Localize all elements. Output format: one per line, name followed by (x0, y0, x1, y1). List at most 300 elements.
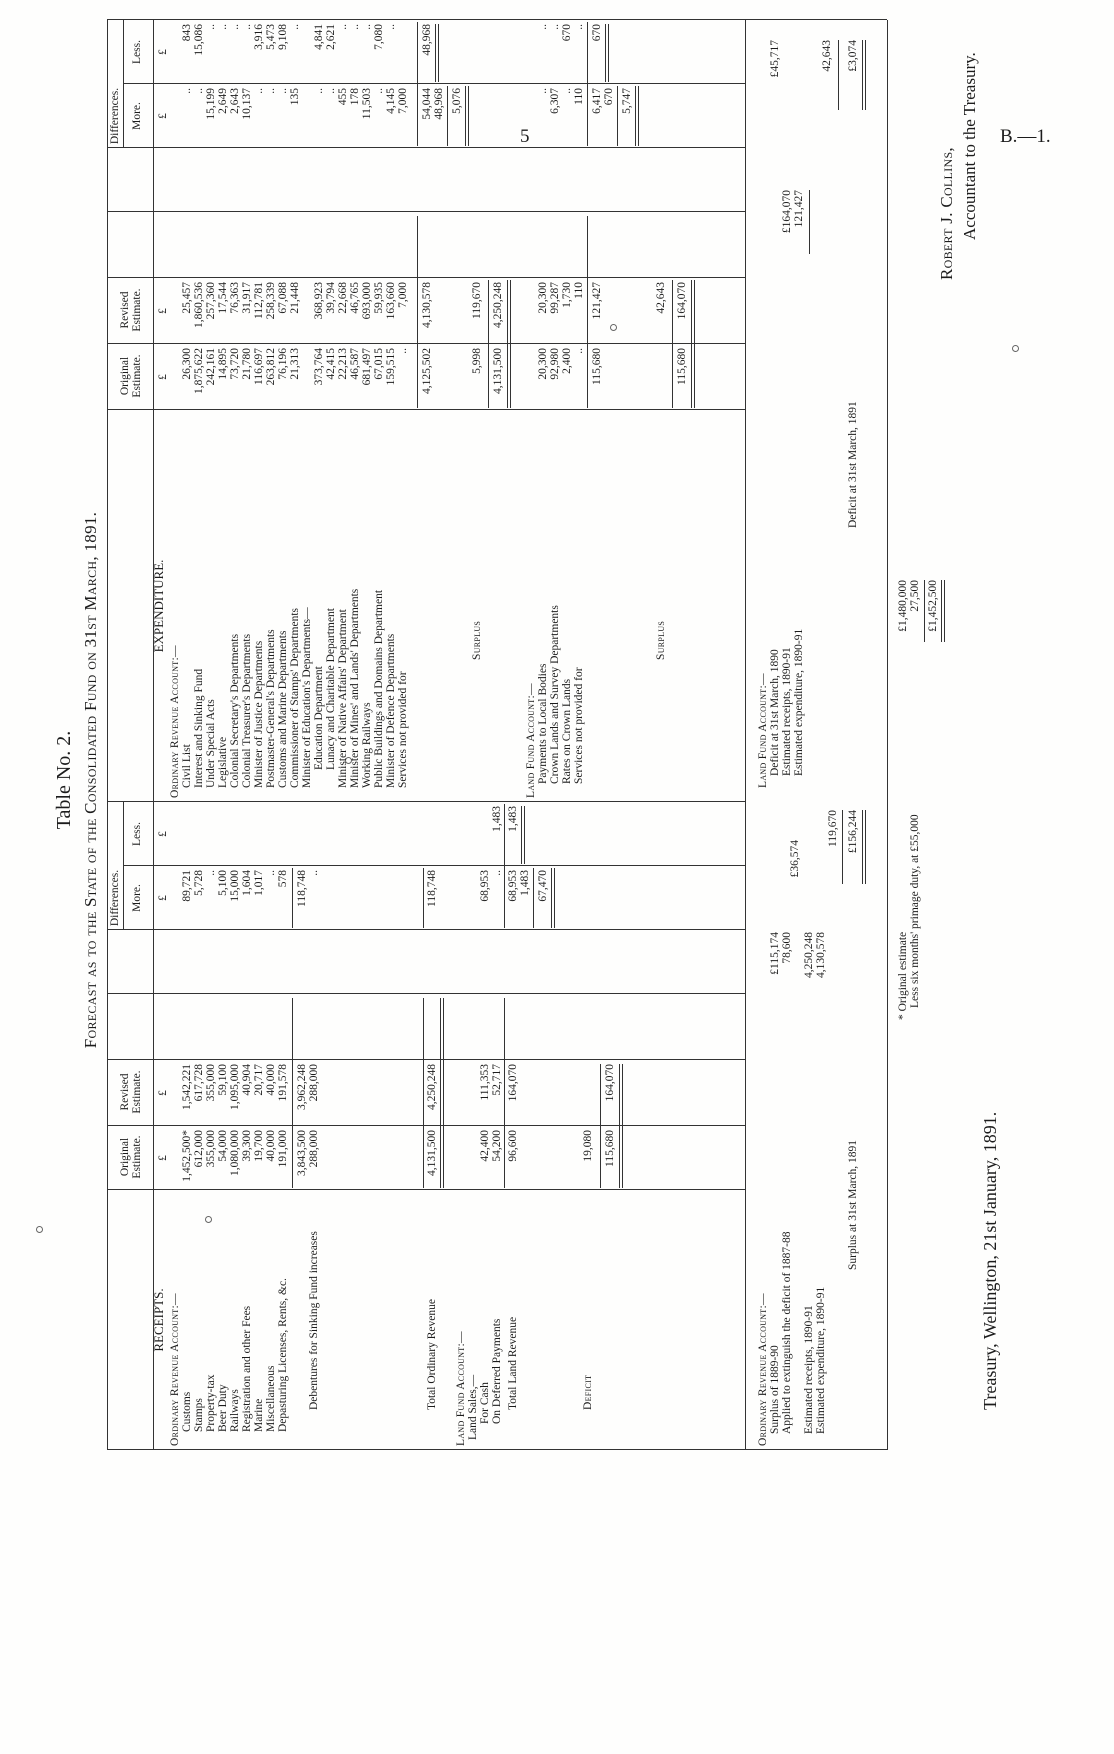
rec-row-orig: 612,000 (193, 1130, 205, 1168)
header-less-left: Less. (131, 822, 143, 846)
rec-total-land-more: 68,953 (507, 870, 519, 902)
rec-row-label: Railways (229, 1389, 241, 1432)
double-rule (551, 868, 555, 928)
col-rule (107, 993, 745, 994)
rec-row-rev: 20,717 (253, 1064, 265, 1096)
exp-row-orig: 159,515 (385, 348, 397, 386)
header-revised-right: Revised Estimate. (119, 288, 143, 332)
sum-right-v2b: £45,717 (769, 40, 781, 78)
sum-right-l1: Deficit at 31st March, 1890 (769, 649, 781, 776)
exp-row-label: Education Department (313, 666, 325, 770)
header-less-right: Less. (131, 40, 143, 64)
rec-total-land-rev: 164,070 (507, 1064, 519, 1102)
exp-row-rev: 1,860,536 (193, 282, 205, 328)
rec-row-rev: 59,100 (217, 1064, 229, 1096)
rec-total-ordinary-label: Total Ordinary Revenue (426, 1299, 438, 1410)
rec-row-rev: 40,904 (241, 1064, 253, 1096)
exp-row-orig: 42,415 (325, 348, 337, 380)
rec-row-orig: 39,300 (241, 1130, 253, 1162)
col-rule (107, 343, 745, 344)
exp-row-more: 15,199 (205, 88, 217, 120)
rec-row-label: Registration and other Fees (241, 1305, 253, 1432)
exp-subtotal-less: 48,968 (421, 24, 433, 56)
rec-row-more: 1,017 (253, 870, 265, 896)
rule (533, 868, 534, 928)
exp-row-label: Colonial Secretary's Departments (229, 633, 241, 788)
rec-net-row-more: 1,483 (519, 870, 531, 896)
exp-lfa-orig: 20,300 (537, 348, 549, 380)
sum-right-final-label: Deficit at 31st March, 1891 (847, 401, 859, 528)
exp-row-more: .. (325, 88, 337, 94)
frame-bottom (887, 20, 888, 1450)
sum-left-l1: Surplus of 1889-90 (769, 1345, 781, 1434)
exp-lfa-less: .. (537, 24, 549, 30)
rec-final-rev: 164,070 (604, 1064, 616, 1102)
sum-left-v3: 4,250,248 (803, 932, 815, 978)
exp-row-orig: 116,697 (253, 348, 265, 385)
footnote-v1: £1,480,000 (897, 580, 909, 632)
exp-lfa-total-less: 670 (591, 24, 603, 42)
header-more-right: More. (131, 102, 143, 130)
rule (504, 998, 505, 1188)
rec-net-diff: 67,470 (537, 870, 549, 902)
exp-row-orig: 76,196 (277, 348, 289, 380)
exp-lfa-less: .. (549, 24, 561, 30)
unit-label: £ (157, 1155, 169, 1161)
receipts-heading: RECEIPTS. (151, 1288, 166, 1352)
exp-lfa-rev: 20,300 (537, 282, 549, 314)
exp-row-less: .. (229, 24, 241, 30)
rec-debentures-orig: 288,000 (308, 1130, 320, 1168)
col-rule (107, 929, 745, 930)
exp-row-more: .. (253, 88, 265, 94)
exp-row-more: 10,137 (241, 88, 253, 120)
exp-subtotal-rev: 4,130,578 (421, 282, 433, 328)
double-rule (605, 24, 609, 82)
exp-row-orig: .. (397, 348, 409, 354)
exp-row-less: .. (241, 24, 253, 30)
rule (423, 868, 424, 928)
rec-row-more: 15,000 (229, 870, 241, 902)
double-rule (941, 580, 945, 642)
exp-row-label: Legislative (217, 736, 229, 788)
document-reference: B.—1. (1000, 126, 1051, 147)
exp-ora-heading: Ordinary Revenue Account:— (169, 645, 181, 798)
sum-left-v2: 78,600 (781, 932, 793, 964)
exp-row-more: 7,000 (397, 88, 409, 114)
exp-row-rev: 31,917 (241, 282, 253, 314)
rec-lfa-more: .. (491, 870, 503, 876)
rule (617, 86, 618, 146)
exp-row-less: 5,473 (265, 24, 277, 50)
header-original-left: Original Estimate. (119, 1135, 143, 1179)
rec-lfa-orig: 42,400 (479, 1130, 491, 1162)
exp-lfa-final-orig: 115,680 (676, 348, 688, 385)
rec-total-land-label: Total Land Revenue (507, 1316, 519, 1410)
exp-lfa-rev: 110 (573, 282, 585, 299)
rule (600, 1064, 601, 1188)
exp-row-orig: 73,720 (229, 348, 241, 380)
footnote-v2: 27,500 (909, 580, 921, 612)
exp-row-more: .. (373, 88, 385, 94)
sum-right-v2: 121,427 (793, 190, 805, 228)
frame-right (107, 19, 887, 20)
exp-row-more: 4,145 (385, 88, 397, 114)
exp-row-label: Working Railways (361, 702, 373, 788)
expenditure-heading: EXPENDITURE. (151, 559, 166, 653)
header-differences-right: Differences. (109, 87, 121, 145)
rec-row-rev: 1,542,221 (181, 1064, 193, 1110)
exp-total-rev: 4,250,248 (492, 282, 504, 328)
double-rule (440, 998, 444, 1188)
col-rule (107, 801, 745, 802)
unit-label: £ (157, 308, 169, 314)
rec-lfa-rev: 52,717 (491, 1064, 503, 1096)
exp-row-rev: 17,544 (217, 282, 229, 314)
rule (842, 810, 843, 884)
exp-row-rev: 693,000 (361, 282, 373, 320)
diff-rule-right (123, 20, 124, 148)
exp-row-label: Lunacy and Charitable Department (325, 608, 337, 770)
unit-label: £ (157, 374, 169, 380)
sum-left-v5: £156,244 (847, 810, 859, 854)
exp-surplus-label: Surplus (471, 620, 483, 660)
exp-row-label: Interest and Sinking Fund (193, 668, 205, 788)
double-rule (521, 806, 525, 864)
exp-lfa-rev: 1,730 (561, 282, 573, 308)
header-differences-left: Differences. (109, 869, 121, 927)
rec-row-orig: 1,452,500* (181, 1130, 193, 1182)
exp-row-orig: 373,764 (313, 348, 325, 386)
summary-rule (745, 20, 746, 1450)
col-rule (107, 147, 745, 148)
double-rule (619, 1064, 623, 1188)
exp-row-more: 11,503 (361, 88, 373, 120)
rec-row-label: Property-tax (205, 1374, 217, 1432)
exp-row-rev: 25,457 (181, 282, 193, 314)
rec-total-land-orig: 96,600 (507, 1130, 519, 1162)
col-rule (107, 1189, 745, 1190)
sum-left-v4: 4,130,578 (815, 932, 827, 978)
exp-row-rev: 76,363 (229, 282, 241, 314)
exp-subtotal-more: 54,044 (421, 88, 433, 120)
col-rule (123, 865, 745, 866)
col-rule (107, 277, 745, 278)
rule (292, 868, 293, 928)
sum-left-v2b: £36,574 (789, 840, 801, 878)
exp-lfa-net: 5,747 (621, 88, 633, 114)
sum-right-v3b: 42,643 (821, 40, 833, 72)
col-rule (107, 409, 745, 410)
rec-lfa-heading: Land Fund Account:— (455, 1331, 467, 1446)
exp-row-orig: 263,812 (265, 348, 277, 386)
exp-row-orig: 26,300 (181, 348, 193, 380)
rec-row-more: .. (205, 870, 217, 876)
exp-lfa-less: 670 (561, 24, 573, 42)
exp-row-less: 2,621 (325, 24, 337, 50)
header-revised-left: Revised Estimate. (119, 1070, 143, 1114)
sum-right-heading: Land Fund Account:— (757, 673, 769, 788)
sum-left-heading: Ordinary Revenue Account:— (757, 1293, 769, 1446)
double-rule (435, 24, 439, 82)
exp-total-orig: 4,131,500 (492, 348, 504, 394)
page-number: 5 (520, 126, 530, 147)
exp-row-less: .. (361, 24, 373, 30)
rec-deficit-orig: 19,080 (582, 1130, 594, 1162)
rec-subtotal-rev: 3,962,248 (296, 1064, 308, 1110)
rec-total-ordinary-orig: 4,131,500 (426, 1130, 438, 1176)
signature-title: Accountant to the Treasury. (960, 52, 979, 240)
exp-row-rev: 7,000 (397, 282, 409, 308)
rule (587, 22, 588, 146)
exp-row-less: .. (337, 24, 349, 30)
exp-row-rev: 67,088 (277, 282, 289, 314)
exp-row-label: Civil List (181, 744, 193, 788)
footnote-v3: £1,452,500 (927, 580, 939, 632)
exp-row-rev: 257,360 (205, 282, 217, 320)
exp-row-orig: 681,497 (361, 348, 373, 386)
rec-land-sales: Land Sales,— (467, 1374, 479, 1440)
exp-row-rev: 258,339 (265, 282, 277, 320)
unit-label: £ (157, 831, 169, 837)
rule (417, 216, 418, 408)
rule (423, 998, 424, 1188)
footnote-l2: Less six months' primage duty, at £55,000 (909, 814, 921, 1008)
rec-subtotal-more: 118,748 (296, 870, 308, 907)
header-original-right: Original Estimate. (119, 354, 143, 398)
exp-lfa-more: .. (537, 88, 549, 94)
exp-lfa-label: Crown Lands and Survey Departments (549, 605, 561, 784)
rule (292, 998, 293, 1188)
exp-row-label: Minister of Native Affairs' Department (337, 609, 349, 788)
rec-row-more: 5,100 (217, 870, 229, 896)
exp-row-more: .. (181, 88, 193, 94)
signature-name: Robert J. Collins, (937, 147, 956, 280)
col-rule (107, 211, 745, 212)
exp-row-more: 2,643 (229, 88, 241, 114)
rec-row-orig: 40,000 (265, 1130, 277, 1162)
exp-row-label: Services not provided for (397, 671, 409, 788)
rec-row-orig: 54,000 (217, 1130, 229, 1162)
exp-row-less: .. (205, 24, 217, 30)
exp-row-label: Customs and Marine Departments (277, 630, 289, 788)
exp-row-more: 135 (289, 88, 301, 106)
exp-row-orig: 21,780 (241, 348, 253, 380)
double-rule (691, 280, 695, 408)
sum-left-v1: £115,174 (769, 932, 781, 975)
exp-row-more: .. (313, 88, 325, 94)
exp-row-orig: 14,895 (217, 348, 229, 380)
rule (504, 804, 505, 928)
signature-place-date: Treasury, Wellington, 21st January, 1891. (980, 1111, 1000, 1410)
exp-row-more: 2,649 (217, 88, 229, 114)
exp-row-rev: 39,794 (325, 282, 337, 314)
exp-lfa-orig: 92,980 (549, 348, 561, 380)
unit-label: £ (157, 1090, 169, 1096)
receipts-ora-heading: Ordinary Revenue Account:— (169, 1293, 181, 1446)
rec-row-label: Beer Duty (217, 1384, 229, 1432)
exp-row-less: 3,916 (253, 24, 265, 50)
rec-lfa-label: On Deferred Payments (491, 1318, 503, 1424)
double-rule (862, 40, 866, 110)
rec-row-more: 578 (277, 870, 289, 888)
rule (924, 580, 925, 642)
exp-row-less: 9,108 (277, 24, 289, 50)
unit-label: £ (157, 113, 169, 119)
exp-lfa-label: Services not provided for (573, 667, 585, 784)
exp-lfa-more: 110 (573, 88, 585, 105)
exp-row-label: Minister of Justice Departments (253, 640, 265, 788)
exp-row-rev: 22,668 (337, 282, 349, 314)
exp-row-more: 455 (337, 88, 349, 106)
table-subtitle: Forecast as to the State of the Consolidated Fund on 31st March, 1891. (81, 511, 100, 1049)
rec-row-rev: 355,000 (205, 1064, 217, 1102)
exp-row-less: 4,841 (313, 24, 325, 50)
frame-left (107, 1449, 887, 1450)
rec-deficit-label: Deficit (582, 1374, 594, 1410)
double-rule (862, 810, 866, 884)
exp-lfa-less: .. (573, 24, 585, 30)
sum-left-l2: Applied to extinguish the deficit of 1887-88 (781, 1231, 793, 1434)
exp-row-more: .. (277, 88, 289, 94)
table-title: Table No. 2. (53, 730, 75, 830)
exp-subtotal-orig: 4,125,502 (421, 348, 433, 394)
rec-row-rev: 191,578 (277, 1064, 289, 1102)
exp-row-orig: 242,161 (205, 348, 217, 386)
sum-left-l4: Estimated expenditure, 1890-91 (815, 1286, 827, 1434)
exp-row-label: Postmaster-General's Departments (265, 629, 277, 788)
col-rule (107, 1059, 745, 1060)
exp-subtotal-more2: 48,968 (433, 88, 445, 120)
exp-row-less: 15,086 (193, 24, 205, 56)
exp-row-orig: 22,213 (337, 348, 349, 380)
rec-row-label: Customs (181, 1391, 193, 1432)
exp-row-orig: 46,587 (349, 348, 361, 380)
rec-row-orig: 1,080,000 (229, 1130, 241, 1176)
rec-row-rev: 1,095,000 (229, 1064, 241, 1110)
frame-top (107, 20, 108, 1450)
rec-total-land-less: 1,483 (507, 806, 519, 832)
punch-hole (36, 1226, 43, 1233)
exp-row-rev: 163,660 (385, 282, 397, 320)
rec-lfa-label: For Cash (479, 1382, 491, 1424)
exp-net-more: 5,076 (451, 88, 463, 114)
exp-row-label: Public Buildings and Domains Department (373, 589, 385, 788)
rec-row-more: 5,728 (193, 870, 205, 896)
exp-row-more: 178 (349, 88, 361, 106)
rec-row-orig: 19,700 (253, 1130, 265, 1162)
exp-lfa-heading: Land Fund Account:— (525, 683, 537, 798)
exp-row-label: Colonial Treasurer's Departments (241, 633, 253, 788)
exp-lfa-final-rev: 164,070 (676, 282, 688, 320)
exp-row-rev: 21,448 (289, 282, 301, 314)
exp-row-rev: 59,935 (373, 282, 385, 314)
exp-row-label: Under Special Acts (205, 699, 217, 788)
exp-lfa-more2: 670 (603, 88, 615, 106)
col-rule (123, 83, 745, 84)
rec-row-label: Miscellaneous (265, 1365, 277, 1432)
unit-label: £ (157, 895, 169, 901)
sum-left-final-label: Surplus at 31st March, 1891 (847, 1139, 859, 1270)
rec-total-ordinary-more: 118,748 (426, 870, 438, 907)
rec-subtotal-orig: 3,843,500 (296, 1130, 308, 1176)
rec-row-more: .. (265, 870, 277, 876)
exp-row-label: Minister of Defence Departments (385, 633, 397, 788)
rule (838, 40, 839, 110)
sum-left-l3: Estimated receipts, 1890-91 (803, 1305, 815, 1434)
exp-lfa-orig: 2,400 (561, 348, 573, 374)
rec-row-orig: 191,000 (277, 1130, 289, 1168)
diff-rule-left (123, 802, 124, 930)
rec-total-ordinary-rev: 4,250,248 (426, 1064, 438, 1110)
rule (447, 86, 448, 146)
rec-lfa-rev: 111,353 (479, 1064, 491, 1101)
rec-row-rev: 40,000 (265, 1064, 277, 1096)
exp-surplus-orig: 5,998 (471, 348, 483, 374)
exp-row-label: Minister of Education's Departments— (301, 607, 313, 788)
rec-debentures-label: Debentures for Sinking Fund increases (308, 1231, 320, 1410)
rec-row-label: Marine (253, 1398, 265, 1432)
header-more-left: More. (131, 884, 143, 912)
rec-row-more: 89,721 (181, 870, 193, 902)
exp-row-orig: 21,313 (289, 348, 301, 380)
rec-lfa-less: 1,483 (491, 806, 503, 832)
exp-row-less: .. (217, 24, 229, 30)
footnote-l1: * Original estimate (897, 931, 909, 1020)
rec-row-rev: 617,728 (193, 1064, 205, 1102)
sum-left-v4b: 119,670 (827, 810, 839, 847)
double-rule (507, 280, 511, 408)
rule (672, 280, 673, 408)
exp-row-less: .. (289, 24, 301, 30)
rec-final-orig: 115,680 (604, 1130, 616, 1167)
exp-row-less: 843 (181, 24, 193, 42)
exp-row-less: .. (385, 24, 397, 30)
rule (417, 22, 418, 146)
exp-lfa-total-more: 6,417 (591, 88, 603, 114)
rec-debentures-more: .. (308, 870, 320, 876)
rec-row-more: 1,604 (241, 870, 253, 896)
exp-lfa-label: Rates on Crown Lands (561, 678, 573, 784)
exp-lfa-total-rev: 121,427 (591, 282, 603, 320)
exp-row-more: .. (193, 88, 205, 94)
exp-row-less: .. (349, 24, 361, 30)
rule (488, 280, 489, 408)
exp-lfa-label: Payments to Local Bodies (537, 663, 549, 784)
col-rule (107, 1125, 745, 1126)
exp-row-label: Minister of Mines' and Lands' Departments (349, 588, 361, 788)
unit-label: £ (157, 49, 169, 55)
rec-row-orig: 355,000 (205, 1130, 217, 1168)
exp-lfa-rev: 99,287 (549, 282, 561, 314)
rec-lfa-orig: 54,200 (491, 1130, 503, 1162)
rec-row-label: Stamps (193, 1398, 205, 1432)
exp-surplus-rev: 119,670 (471, 282, 483, 319)
exp-row-rev: 46,765 (349, 282, 361, 314)
rec-lfa-more: 68,953 (479, 870, 491, 902)
exp-row-rev: 112,781 (253, 282, 265, 319)
exp-lfa-total-orig: 115,680 (591, 348, 603, 385)
sum-right-l2: Estimated receipts, 1890-91 (781, 647, 793, 776)
sum-right-v1: £164,070 (781, 190, 793, 234)
exp-lfa-orig: .. (573, 348, 585, 354)
rotated-table-sheet (45, 0, 1045, 1560)
exp-row-label: Commissioner of Stamps' Departments (289, 608, 301, 788)
exp-row-orig: 67,015 (373, 348, 385, 380)
sum-right-l3: Estimated expenditure, 1890-91 (793, 628, 805, 776)
rule (809, 190, 810, 254)
sum-right-v4: £3,074 (847, 40, 859, 72)
